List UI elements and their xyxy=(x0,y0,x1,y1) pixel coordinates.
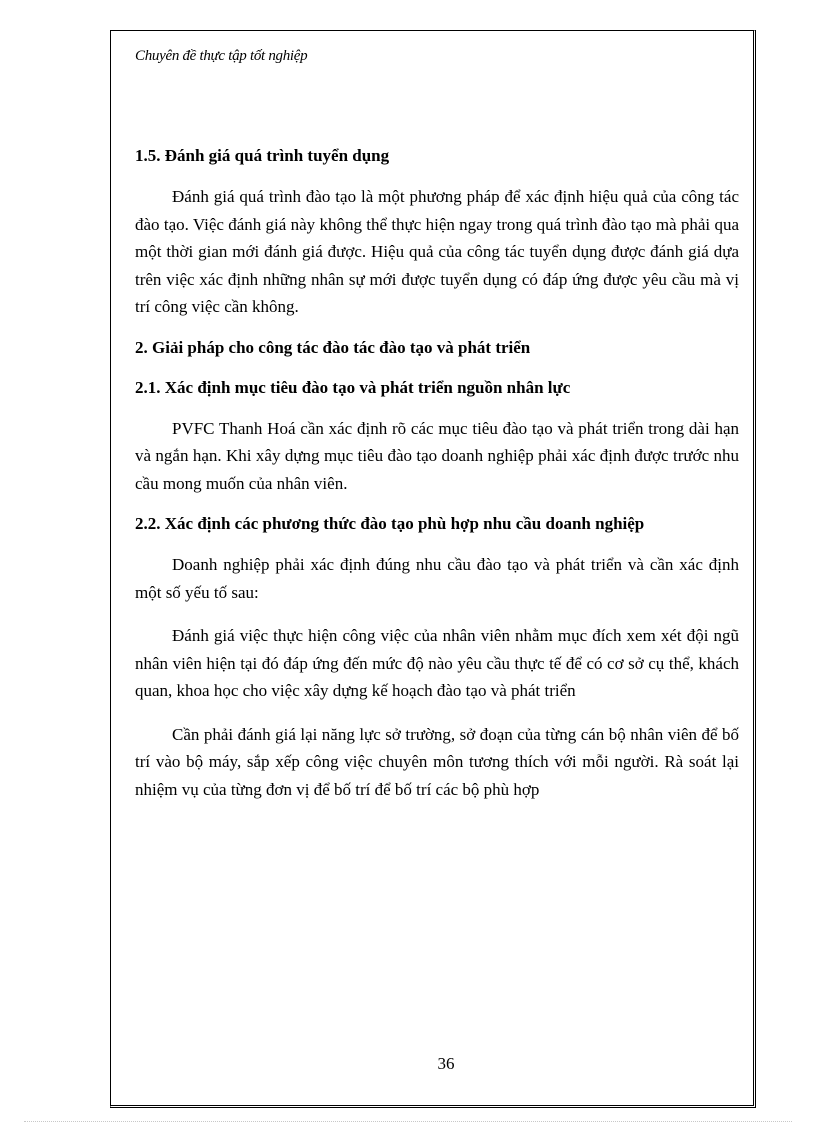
section-heading-2-1: 2.1. Xác định mục tiêu đào tạo và phát triển nguồn nhân lực xyxy=(135,377,571,397)
section-heading-2-2: 2.2. Xác định các phương thức đào tạo phù hợp nhu cầu doanh nghiệp xyxy=(135,514,645,533)
running-header: Chuyên đề thực tập tốt nghiệp xyxy=(135,48,308,64)
section-heading-2: 2. Giải pháp cho công tác đào tác đào tạo và phát triển xyxy=(135,337,531,357)
paragraph-training-goals: PVFC Thanh Hoá cần xác định rõ các mục tiêu đào tạo và phát triển trong dài hạn và ngắn hạn. Khi xây dựng mục tiêu đào tạo doanh nghiệp phải xác định được trước nhu cầu mong muốn của nhân viên. xyxy=(135,418,739,493)
paragraph-training-needs: Doanh nghiệp phải xác định đúng nhu cầu đào tạo và phát triển và cần xác định một số yếu tố sau: xyxy=(135,555,739,602)
paragraph-recruitment-evaluation: Đánh giá quá trình đào tạo là một phương pháp để xác định hiệu quả của công tác đào tạo. Việc đánh giá này không thể thực hiện ngay trong quá trình đào tạo mà phải qua một thời gian mới đánh giá được. Hiệu quả của công tác tuyển dụng được đánh giá dựa trên việc xác định những nhân sự mới được tuyển dụng có đáp ứng được yêu cầu mà vị trí công việc cần không. xyxy=(135,187,739,316)
page-number: 36 xyxy=(437,1054,455,1073)
document-body xyxy=(135,143,739,803)
paragraph-performance-evaluation: Đánh giá việc thực hiện công việc của nhân viên nhằm mục đích xem xét đội ngũ nhân viên hiện tại đó đáp ứng đến mức độ nào yêu cầu thực tế để có cơ sở cụ thể, khách quan, khoa học cho việc xây dựng kế hoạch đào tạo và phát triển xyxy=(135,626,739,700)
bottom-divider xyxy=(24,1121,792,1122)
paragraph-competency-review: Cần phải đánh giá lại năng lực sở trường, sở đoạn của từng cán bộ nhân viên để bố trí vào bộ máy, sắp xếp công việc chuyên môn tương thích với mỗi người. Rà soát lại nhiệm vụ của từng đơn vị để bố trí để bố trí các bộ phù hợp xyxy=(135,724,739,799)
section-heading-1-5: 1.5. Đánh giá quá trình tuyển dụng xyxy=(135,146,390,165)
